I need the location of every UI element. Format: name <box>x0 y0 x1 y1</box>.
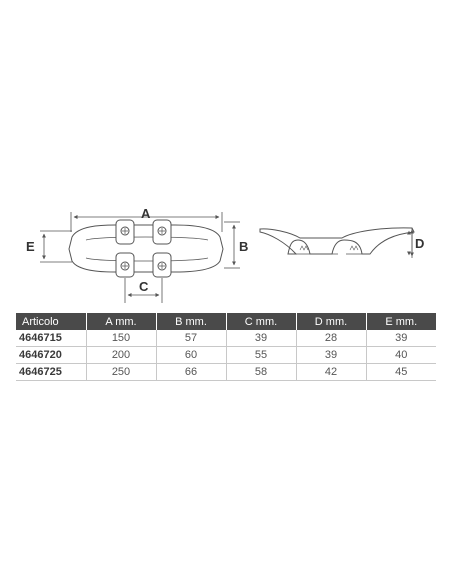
table-header-row <box>16 313 436 330</box>
table-cell: 150 <box>86 330 156 347</box>
header-c-mm: C mm. <box>226 313 296 330</box>
table-cell: 40 <box>366 347 436 364</box>
table-cell: 58 <box>226 364 296 381</box>
header-a-mm: A mm. <box>86 313 156 330</box>
table-cell: 55 <box>226 347 296 364</box>
header-articolo: Articolo <box>16 313 86 330</box>
header-b-mm: B mm. <box>156 313 226 330</box>
dimension-b <box>224 222 240 268</box>
cleat-top-view <box>69 220 223 277</box>
dimension-c-label: C <box>139 279 149 294</box>
table-cell: 28 <box>296 330 366 347</box>
table-row <box>16 330 436 347</box>
cleat-side-view <box>260 228 414 254</box>
specifications-table <box>16 313 436 381</box>
table-cell: 39 <box>226 330 296 347</box>
dimension-e <box>40 231 72 262</box>
table-cell: 66 <box>156 364 226 381</box>
header-e-mm: E mm. <box>366 313 436 330</box>
table-cell: 39 <box>366 330 436 347</box>
header-d-mm: D mm. <box>296 313 366 330</box>
article-code-cell: 4646725 <box>16 364 86 381</box>
article-code-cell: 4646715 <box>16 330 86 347</box>
dimension-b-label: B <box>239 239 249 254</box>
table-cell: 57 <box>156 330 226 347</box>
table-cell: 45 <box>366 364 436 381</box>
table-row <box>16 364 436 381</box>
table-cell: 42 <box>296 364 366 381</box>
dimension-e-label: E <box>26 239 35 254</box>
table-cell: 250 <box>86 364 156 381</box>
table-cell: 39 <box>296 347 366 364</box>
table-row <box>16 347 436 364</box>
article-code-cell: 4646720 <box>16 347 86 364</box>
dimension-a-label: A <box>141 206 151 221</box>
table-cell: 60 <box>156 347 226 364</box>
table-cell: 200 <box>86 347 156 364</box>
dimension-d-label: D <box>415 236 425 251</box>
